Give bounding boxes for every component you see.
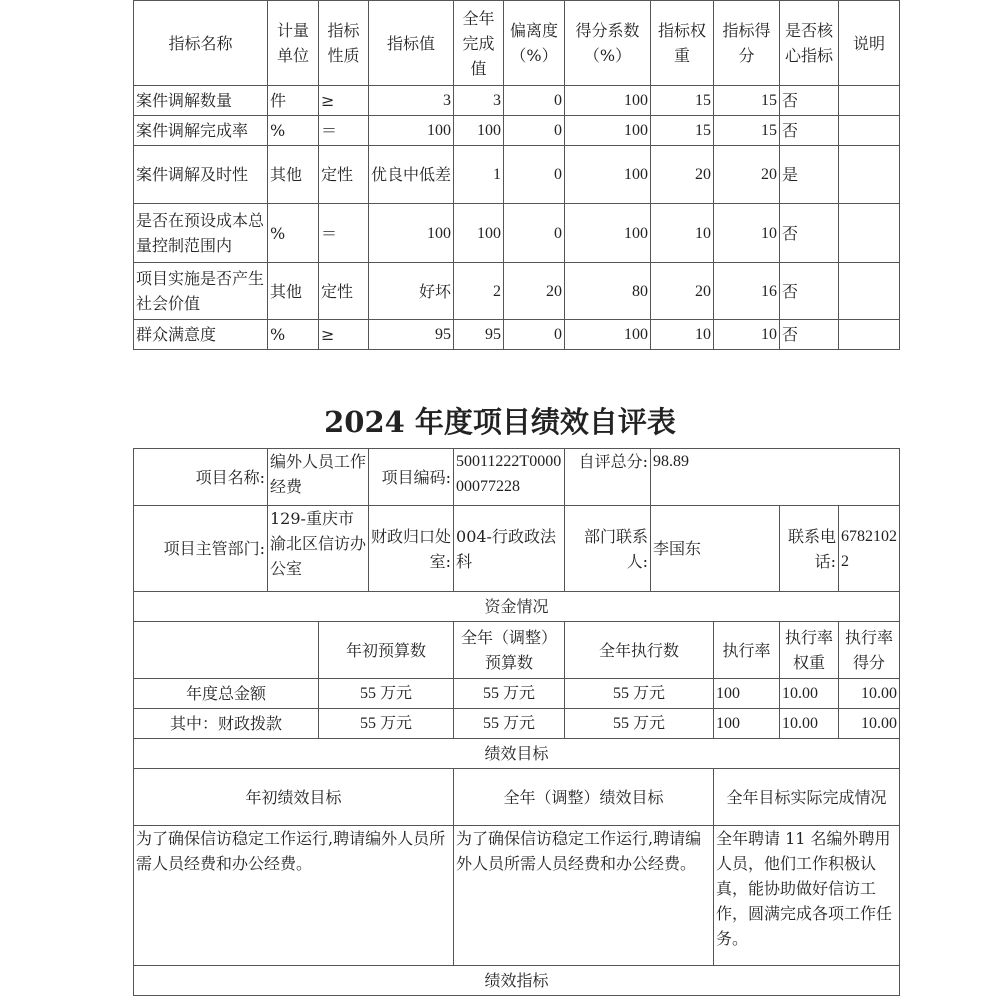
cell-coef: 100 — [565, 146, 651, 204]
header-weight: 指标权重 — [651, 1, 714, 86]
funds-initial: 55 万元 — [319, 709, 454, 739]
cell-nature: ≥ — [319, 320, 369, 350]
funds-rate: 100 — [714, 709, 780, 739]
funds-header-adjusted: 全年（调整）预算数 — [454, 622, 565, 679]
project-dept-row — [134, 506, 900, 592]
funds-header-row — [134, 622, 900, 679]
cell-note — [839, 320, 900, 350]
cell-coef: 100 — [565, 86, 651, 116]
cell-score: 10 — [714, 320, 780, 350]
cell-coef: 100 — [565, 116, 651, 146]
self-evaluation-table — [133, 448, 900, 996]
cell-weight: 15 — [651, 116, 714, 146]
header-note: 说明 — [839, 1, 900, 86]
indicators-section-title: 绩效指标 — [134, 966, 900, 996]
cell-note — [839, 116, 900, 146]
cell-score: 15 — [714, 116, 780, 146]
cell-unit: % — [268, 320, 319, 350]
header-nature: 指标性质 — [319, 1, 369, 86]
funds-adjusted: 55 万元 — [454, 709, 565, 739]
indicator-table — [133, 0, 900, 350]
table-row — [134, 116, 900, 146]
cell-weight: 10 — [651, 204, 714, 263]
goals-header-initial: 年初绩效目标 — [134, 769, 454, 826]
funds-header-initial: 年初预算数 — [319, 622, 454, 679]
goals-header-actual: 全年目标实际完成情况 — [714, 769, 900, 826]
cell-name: 是否在预设成本总量控制范围内 — [134, 204, 268, 263]
cell-weight: 10 — [651, 320, 714, 350]
cell-core: 否 — [780, 86, 839, 116]
cell-deviation: 0 — [504, 146, 565, 204]
funds-weight: 10.00 — [780, 709, 839, 739]
funds-row-label: 年度总金额 — [134, 679, 319, 709]
cell-core: 是 — [780, 146, 839, 204]
indicators-section-row — [134, 966, 900, 996]
header-deviation: 偏离度（%） — [504, 1, 565, 86]
project-code-label: 项目编码: — [369, 449, 454, 506]
funds-header-executed: 全年执行数 — [565, 622, 714, 679]
cell-actual: 2 — [454, 263, 504, 320]
dept-label: 项目主管部门: — [134, 506, 268, 592]
header-value: 指标值 — [369, 1, 454, 86]
funds-weight: 10.00 — [780, 679, 839, 709]
cell-core: 否 — [780, 116, 839, 146]
cell-value: 100 — [369, 116, 454, 146]
cell-score: 20 — [714, 146, 780, 204]
goals-section-title: 绩效目标 — [134, 739, 900, 769]
table-row — [134, 320, 900, 350]
self-score-value: 98.89 — [651, 449, 900, 506]
cell-value: 3 — [369, 86, 454, 116]
cell-nature: ＝ — [319, 116, 369, 146]
contact-value: 李国东 — [651, 506, 780, 592]
cell-value: 优良中低差 — [369, 146, 454, 204]
cell-nature: ≥ — [319, 86, 369, 116]
table-row — [134, 146, 900, 204]
cell-actual: 95 — [454, 320, 504, 350]
cell-weight: 20 — [651, 263, 714, 320]
funds-header-rate: 执行率 — [714, 622, 780, 679]
table-row — [134, 204, 900, 263]
cell-unit: % — [268, 116, 319, 146]
table-row — [134, 86, 900, 116]
cell-unit: 其他 — [268, 146, 319, 204]
cell-deviation: 0 — [504, 320, 565, 350]
cell-value: 100 — [369, 204, 454, 263]
funds-adjusted: 55 万元 — [454, 679, 565, 709]
indicator-header-row — [134, 1, 900, 86]
cell-deviation: 0 — [504, 204, 565, 263]
funds-header-weight: 执行率权重 — [780, 622, 839, 679]
funds-initial: 55 万元 — [319, 679, 454, 709]
header-indicator-name: 指标名称 — [134, 1, 268, 86]
cell-coef: 80 — [565, 263, 651, 320]
dept-value: 129-重庆市渝北区信访办公室 — [268, 506, 369, 592]
cell-actual: 3 — [454, 86, 504, 116]
contact-label: 部门联系人: — [565, 506, 651, 592]
cell-nature: 定性 — [319, 146, 369, 204]
cell-name: 群众满意度 — [134, 320, 268, 350]
table-row — [134, 709, 900, 739]
cell-note — [839, 263, 900, 320]
cell-core: 否 — [780, 263, 839, 320]
project-info-row — [134, 449, 900, 506]
cell-name: 案件调解完成率 — [134, 116, 268, 146]
goals-content-row — [134, 826, 900, 966]
finance-label: 财政归口处室: — [369, 506, 454, 592]
cell-score: 10 — [714, 204, 780, 263]
funds-executed: 55 万元 — [565, 709, 714, 739]
goals-header-adjusted: 全年（调整）绩效目标 — [454, 769, 714, 826]
header-coef: 得分系数（%） — [565, 1, 651, 86]
goals-header-row — [134, 769, 900, 826]
cell-actual: 100 — [454, 116, 504, 146]
header-unit: 计量单位 — [268, 1, 319, 86]
project-name-label: 项目名称: — [134, 449, 268, 506]
goals-adjusted-text: 为了确保信访稳定工作运行,聘请编外人员所需人员经费和办公经费。 — [454, 826, 714, 966]
funds-section-title: 资金情况 — [134, 592, 900, 622]
cell-name: 案件调解及时性 — [134, 146, 268, 204]
cell-note — [839, 204, 900, 263]
table-row — [134, 679, 900, 709]
phone-value: 67821022 — [839, 506, 900, 592]
project-name-value: 编外人员工作经费 — [268, 449, 369, 506]
header-score: 指标得分 — [714, 1, 780, 86]
finance-value: 004-行政政法科 — [454, 506, 565, 592]
cell-value: 95 — [369, 320, 454, 350]
cell-unit: % — [268, 204, 319, 263]
cell-weight: 15 — [651, 86, 714, 116]
cell-note — [839, 146, 900, 204]
funds-section-row — [134, 592, 900, 622]
goals-initial-text: 为了确保信访稳定工作运行,聘请编外人员所需人员经费和办公经费。 — [134, 826, 454, 966]
cell-score: 15 — [714, 86, 780, 116]
cell-nature: 定性 — [319, 263, 369, 320]
cell-value: 好坏 — [369, 263, 454, 320]
cell-deviation: 20 — [504, 263, 565, 320]
phone-label: 联系电话: — [780, 506, 839, 592]
cell-note — [839, 86, 900, 116]
cell-weight: 20 — [651, 146, 714, 204]
cell-deviation: 0 — [504, 116, 565, 146]
funds-executed: 55 万元 — [565, 679, 714, 709]
cell-name: 案件调解数量 — [134, 86, 268, 116]
funds-score: 10.00 — [839, 679, 900, 709]
table-row — [134, 263, 900, 320]
funds-rate: 100 — [714, 679, 780, 709]
funds-header-score: 执行率得分 — [839, 622, 900, 679]
cell-coef: 100 — [565, 320, 651, 350]
cell-nature: ＝ — [319, 204, 369, 263]
funds-header-empty — [134, 622, 319, 679]
header-actual: 全年完成值 — [454, 1, 504, 86]
cell-core: 否 — [780, 204, 839, 263]
goals-actual-text: 全年聘请 11 名编外聘用人员，他们工作积极认真，能协助做好信访工作，圆满完成各项工作任务。 — [714, 826, 900, 966]
page-title: 2024 年度项目绩效自评表 — [324, 405, 676, 439]
project-code-value: 50011222T000000077228 — [454, 449, 565, 506]
cell-core: 否 — [780, 320, 839, 350]
cell-unit: 件 — [268, 86, 319, 116]
cell-actual: 100 — [454, 204, 504, 263]
cell-score: 16 — [714, 263, 780, 320]
cell-coef: 100 — [565, 204, 651, 263]
cell-actual: 1 — [454, 146, 504, 204]
cell-deviation: 0 — [504, 86, 565, 116]
cell-name: 项目实施是否产生社会价值 — [134, 263, 268, 320]
goals-section-row — [134, 739, 900, 769]
header-core: 是否核心指标 — [780, 1, 839, 86]
self-score-label: 自评总分: — [565, 449, 651, 506]
funds-row-label: 其中：财政拨款 — [134, 709, 319, 739]
funds-score: 10.00 — [839, 709, 900, 739]
cell-unit: 其他 — [268, 263, 319, 320]
